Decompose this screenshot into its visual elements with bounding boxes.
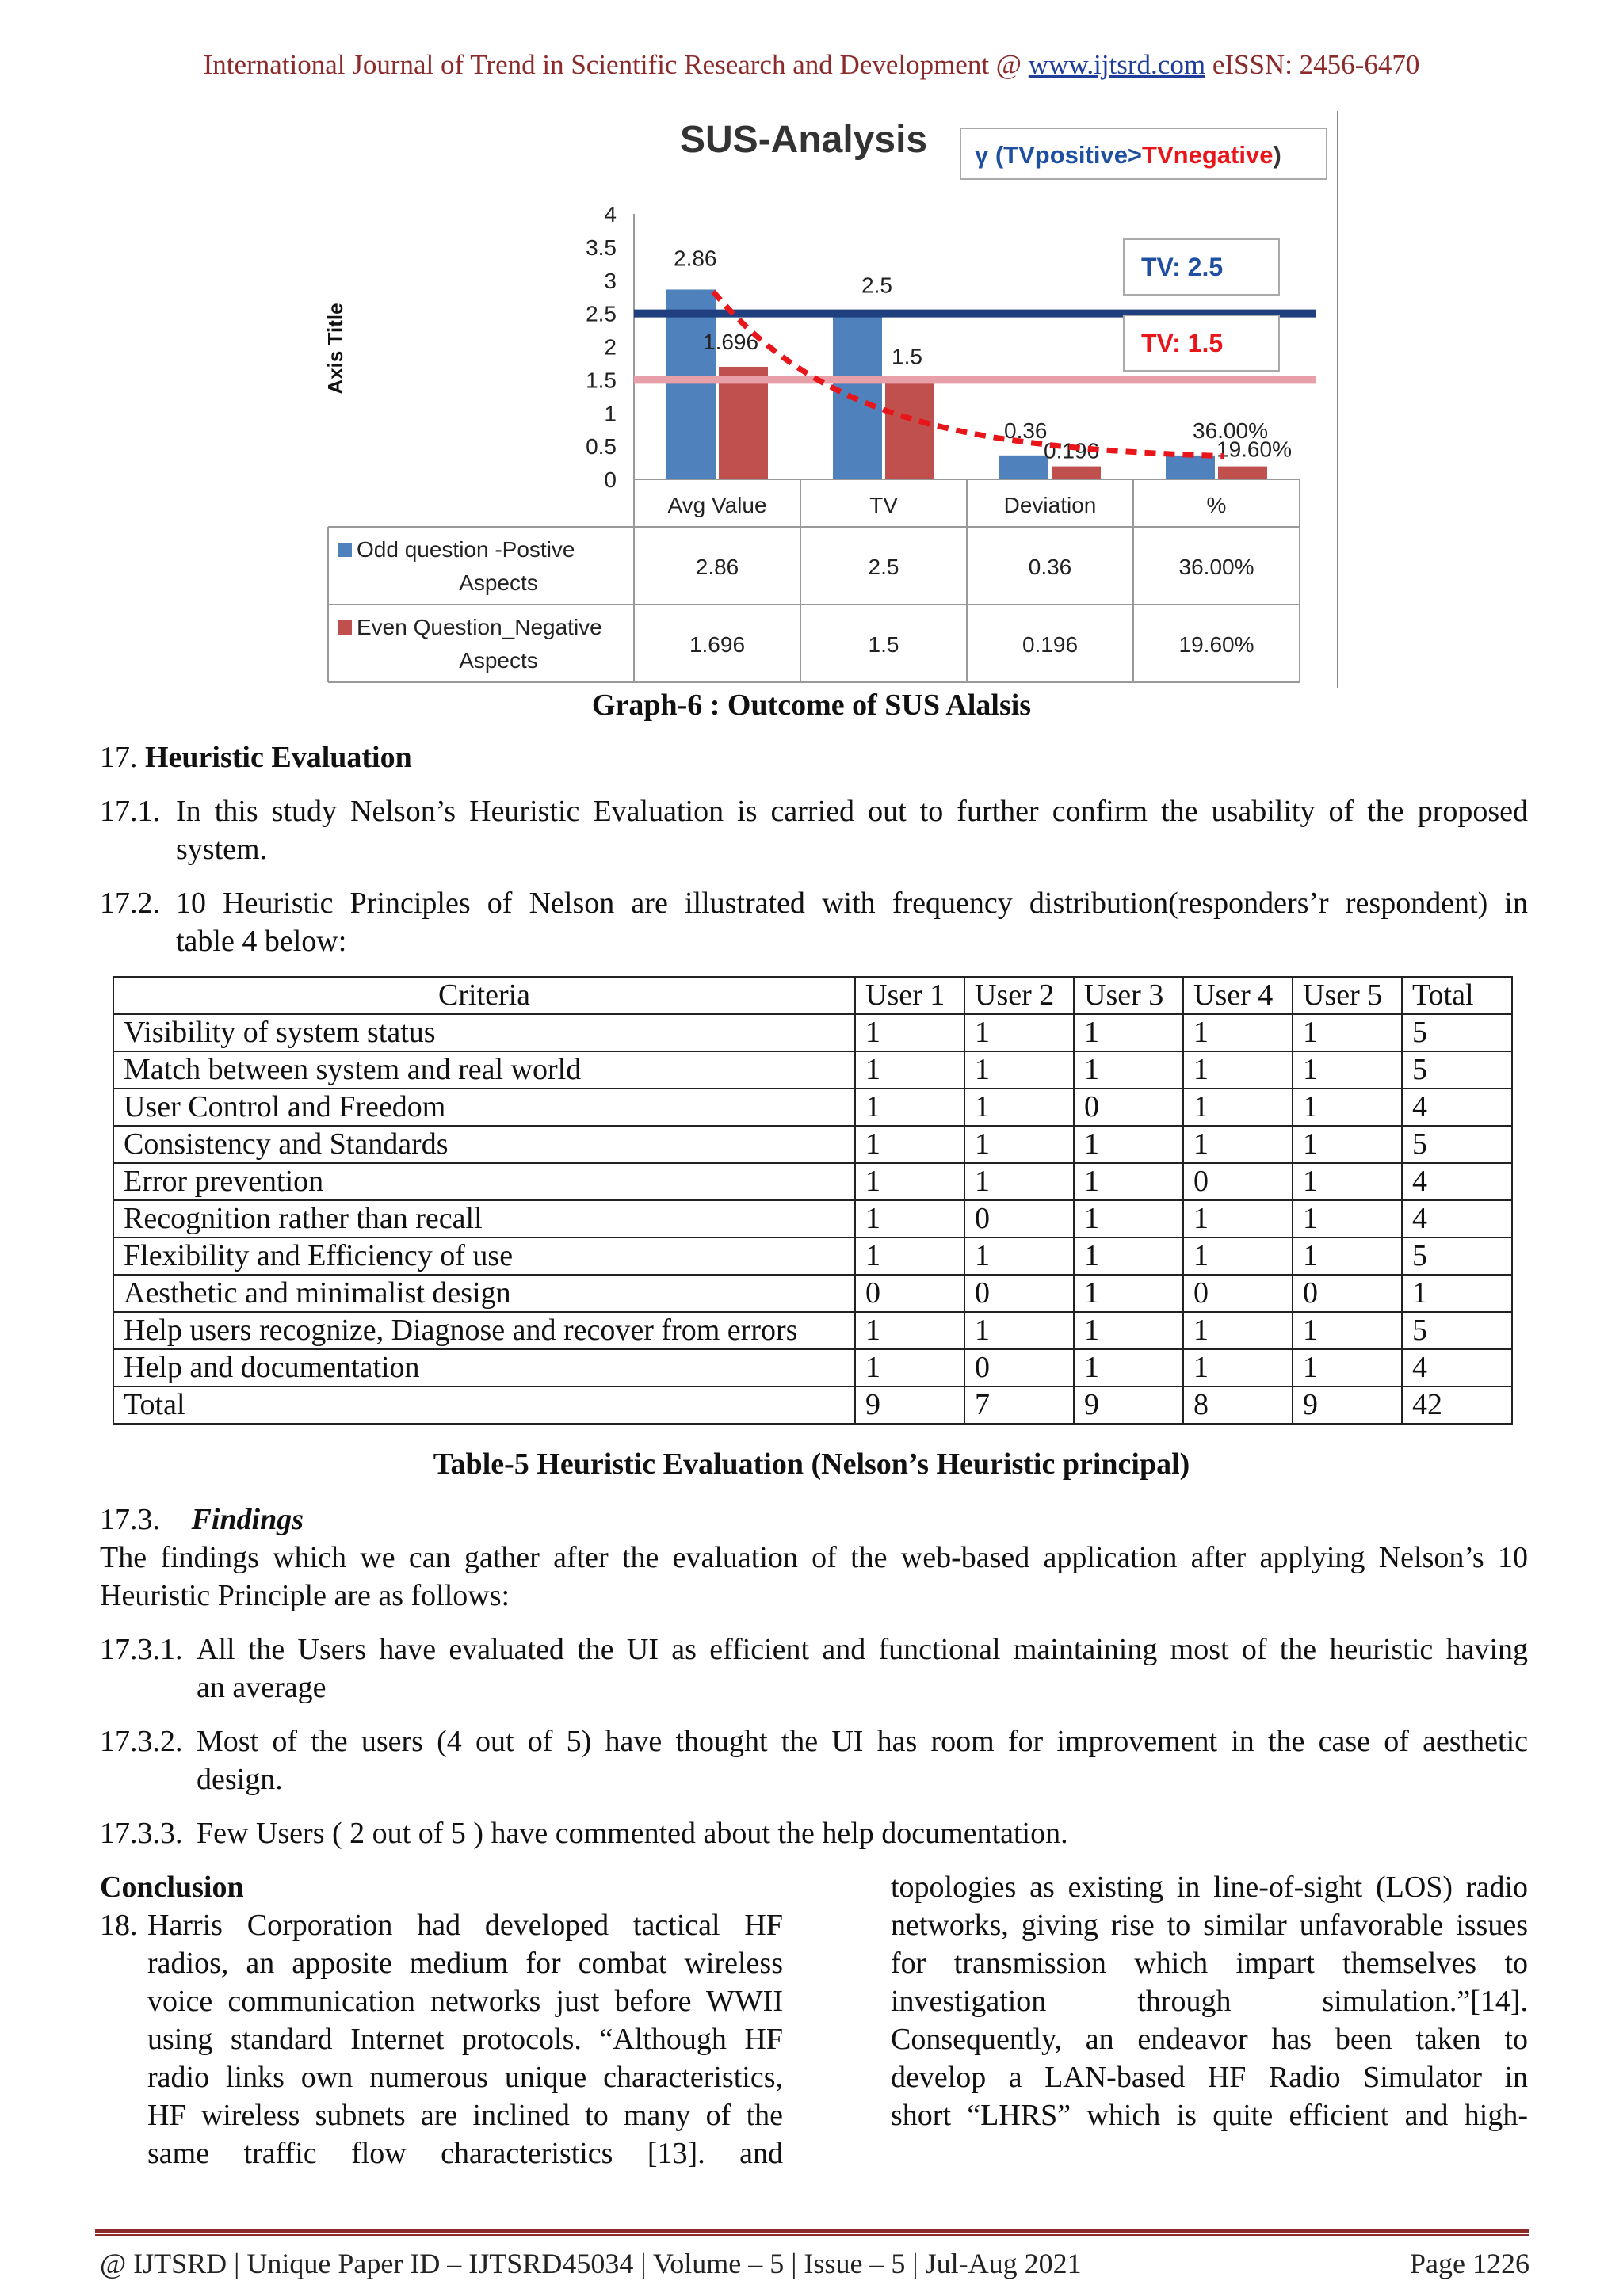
data-label: 2.5 [861, 273, 892, 298]
finding1-number: 17.3.1. [100, 1633, 183, 1666]
value-cell: 1 [855, 1051, 964, 1089]
value-cell: 1 [855, 1163, 964, 1200]
value-cell: 1 [1074, 1238, 1183, 1275]
footer-rule-thin [95, 2234, 1529, 2236]
footer-rule [95, 2229, 1529, 2233]
legend-label-line2: Aspects [459, 570, 538, 595]
p1-line1: In this study Nelson’s Heuristic Evaluation is carried out to further confirm the usability of the proposed [176, 795, 1528, 828]
category-label: Avg Value [667, 493, 767, 517]
table-header-row [113, 977, 1512, 1014]
header-criteria: Criteria [113, 977, 855, 1014]
conclusion-line: Harris Corporation had developed tactical HF [147, 1909, 783, 1942]
finding3-number: 17.3.3. [100, 1817, 183, 1850]
legend-swatch [338, 543, 352, 557]
value-cell: 1 [1293, 1238, 1402, 1275]
value-cell: 1 [1183, 1312, 1293, 1349]
y-tick-label: 4 [604, 202, 617, 227]
value-cell: 0 [964, 1349, 1074, 1386]
conclusion-line: for transmission which impart themselves to [891, 1947, 1528, 1980]
data-label: 19.60% [1216, 437, 1292, 462]
table-row [113, 1312, 1512, 1349]
conclusion-line: topologies as existing in line-of-sight (LOS) radio [891, 1871, 1528, 1904]
footer-left: @ IJTSRD | Unique Paper ID – IJTSRD45034 | Volume – 5 | Issue – 5 | Jul-Aug 2021 [100, 2248, 1082, 2279]
table-row [113, 1275, 1512, 1312]
table-value: 2.86 [695, 555, 739, 579]
y-tick-label: 3 [604, 268, 617, 293]
value-cell: 1 [1074, 1014, 1183, 1051]
header-user1: User 1 [855, 977, 964, 1014]
value-cell: 4 [1402, 1163, 1512, 1200]
table-value: 19.60% [1178, 632, 1254, 657]
category-label: Deviation [1003, 493, 1097, 517]
value-cell: 1 [964, 1312, 1074, 1349]
value-cell: 1 [1402, 1275, 1512, 1312]
bar-positive [833, 314, 882, 479]
y-tick-label: 1.5 [586, 368, 617, 393]
conclusion-line: radios, an apposite medium for combat wireless [147, 1947, 783, 1980]
conclusion-left-column [147, 1906, 783, 2172]
y-tick-label: 3.5 [586, 235, 617, 260]
heuristic-table [113, 976, 1513, 1425]
table-row [113, 1163, 1512, 1200]
chart-svg [317, 111, 1347, 697]
criteria-cell: Aesthetic and minimalist design [113, 1275, 855, 1312]
value-cell: 0 [1074, 1089, 1183, 1126]
value-cell: 0 [1183, 1163, 1293, 1200]
value-cell: 1 [1183, 1126, 1293, 1163]
legend-label-line1: Odd question -Postive [357, 537, 575, 562]
table-row [113, 1349, 1512, 1386]
value-cell: 1 [1183, 1349, 1293, 1386]
table-row [113, 1238, 1512, 1275]
value-cell: 0 [964, 1275, 1074, 1312]
criteria-cell: Help and documentation [113, 1349, 855, 1386]
value-cell: 0 [1293, 1275, 1402, 1312]
data-label: 2.86 [674, 246, 717, 271]
legend-label-line2: Aspects [459, 648, 538, 673]
value-cell: 4 [1402, 1349, 1512, 1386]
header-user4: User 4 [1183, 977, 1293, 1014]
sus-analysis-chart [317, 111, 1347, 697]
finding1-line2: an average [197, 1671, 327, 1704]
bar-positive [999, 456, 1048, 479]
header-user5: User 5 [1293, 977, 1402, 1014]
conclusion-line: short “LHRS” which is quite efficient and high- [891, 2099, 1528, 2132]
findings-title: Findings [191, 1503, 304, 1536]
header-prefix: International Journal of Trend in Scientific Research and Development @ [203, 49, 1029, 80]
table-row [113, 1089, 1512, 1126]
value-cell: 1 [855, 1126, 964, 1163]
header-user2: User 2 [964, 977, 1074, 1014]
tv-negative-label: TV: 1.5 [1141, 329, 1224, 357]
value-cell: 1 [1074, 1051, 1183, 1089]
journal-header [0, 49, 1623, 81]
data-label: 1.696 [703, 329, 759, 354]
table-value: 1.5 [868, 632, 899, 657]
value-cell: 9 [855, 1386, 964, 1424]
value-cell: 1 [855, 1014, 964, 1051]
finding2-line1: Most of the users (4 out of 5) have thought the UI has room for improvement in the case of aesthetic [197, 1725, 1528, 1758]
value-cell: 1 [1074, 1312, 1183, 1349]
value-cell: 1 [1183, 1200, 1293, 1238]
value-cell: 4 [1402, 1089, 1512, 1126]
value-cell: 1 [855, 1200, 964, 1238]
value-cell: 1 [1293, 1349, 1402, 1386]
value-cell: 1 [855, 1312, 964, 1349]
p1-line2: system. [176, 833, 268, 866]
value-cell: 7 [964, 1386, 1074, 1424]
conclusion-number: 18. [100, 1909, 138, 1942]
value-cell: 1 [964, 1089, 1074, 1126]
p1-number: 17.1. [100, 795, 160, 828]
value-cell: 4 [1402, 1200, 1512, 1238]
conclusion-line: using standard Internet protocols. “Although HF [147, 2023, 783, 2056]
findings-heading [100, 1501, 304, 1539]
chart-subtitle [975, 141, 1281, 169]
tv-positive-label: TV: 2.5 [1141, 253, 1224, 281]
value-cell: 1 [1183, 1014, 1293, 1051]
conclusion-line: radio links own numerous unique characteristics, [147, 2061, 783, 2094]
criteria-cell: Recognition rather than recall [113, 1200, 855, 1238]
value-cell: 1 [964, 1163, 1074, 1200]
table-row [113, 1051, 1512, 1089]
data-label: 36.00% [1193, 418, 1268, 443]
header-suffix: eISSN: 2456-6470 [1205, 49, 1420, 80]
table-value: 1.696 [689, 632, 746, 657]
value-cell: 1 [1293, 1014, 1402, 1051]
bar-positive [1166, 456, 1215, 479]
table-value: 2.5 [868, 555, 899, 579]
value-cell: 1 [1074, 1200, 1183, 1238]
value-cell: 9 [1074, 1386, 1183, 1424]
table-row [113, 1014, 1512, 1051]
value-cell: 1 [1183, 1051, 1293, 1089]
bar-negative [885, 379, 934, 479]
value-cell: 1 [964, 1238, 1074, 1275]
header-total: Total [1402, 977, 1512, 1014]
p2-number: 17.2. [100, 887, 160, 920]
table-value: 0.196 [1022, 632, 1079, 657]
value-cell: 1 [1183, 1089, 1293, 1126]
value-cell: 1 [1293, 1126, 1402, 1163]
y-tick-label: 2.5 [586, 301, 617, 326]
findings-intro-line2: Heuristic Principle are as follows: [100, 1579, 510, 1612]
value-cell: 1 [964, 1051, 1074, 1089]
table-body [113, 1014, 1512, 1424]
y-tick-label: 1 [604, 401, 617, 426]
criteria-cell: Error prevention [113, 1163, 855, 1200]
value-cell: 1 [1074, 1349, 1183, 1386]
journal-link[interactable]: www.ijtsrd.com [1028, 49, 1206, 80]
criteria-cell: Consistency and Standards [113, 1126, 855, 1163]
section-title: Heuristic Evaluation [145, 741, 412, 774]
value-cell: 1 [964, 1014, 1074, 1051]
value-cell: 1 [1293, 1163, 1402, 1200]
value-cell: 0 [1183, 1275, 1293, 1312]
criteria-cell: Flexibility and Efficiency of use [113, 1238, 855, 1275]
value-cell: 0 [964, 1200, 1074, 1238]
value-cell: 5 [1402, 1051, 1512, 1089]
section-number: 17. [100, 741, 138, 774]
category-label: % [1206, 493, 1227, 517]
p2-line1: 10 Heuristic Principles of Nelson are illustrated with frequency distribution(responders’r respondent) in [176, 887, 1528, 920]
criteria-cell: User Control and Freedom [113, 1089, 855, 1126]
value-cell: 5 [1402, 1126, 1512, 1163]
subtitle-negative: TVnegative [1142, 141, 1274, 169]
criteria-cell: Visibility of system status [113, 1014, 855, 1051]
value-cell: 1 [1293, 1051, 1402, 1089]
conclusion-line: Consequently, an endeavor has been taken to [891, 2023, 1528, 2056]
criteria-cell: Match between system and real world [113, 1051, 855, 1089]
category-label: TV [869, 493, 898, 517]
data-label: 1.5 [892, 344, 922, 369]
value-cell: 5 [1402, 1238, 1512, 1275]
table-value: 0.36 [1028, 555, 1072, 579]
p2-line2: table 4 below: [176, 925, 347, 958]
table-row [113, 1200, 1512, 1238]
bar-positive [666, 289, 716, 479]
subtitle-close: ) [1273, 141, 1281, 169]
section-heading [100, 738, 412, 776]
findings-intro-line1: The findings which we can gather after the evaluation of the web-based application after applying Nelson’s 10 [100, 1541, 1528, 1574]
value-cell: 1 [855, 1238, 964, 1275]
table-caption: Table-5 Heuristic Evaluation (Nelson’s Heuristic principal) [433, 1447, 1190, 1481]
value-cell: 1 [855, 1349, 964, 1386]
legend-swatch [338, 620, 352, 635]
value-cell: 1 [1293, 1312, 1402, 1349]
legend-label-line1: Even Question_Negative [357, 615, 602, 639]
value-cell: 1 [1074, 1275, 1183, 1312]
y-tick-label: 2 [604, 334, 617, 360]
value-cell: 5 [1402, 1312, 1512, 1349]
conclusion-line: investigation through simulation.”[14]. [891, 1985, 1528, 2018]
header-user3: User 3 [1074, 977, 1183, 1014]
conclusion-right-column [891, 1868, 1528, 2134]
value-cell: 1 [855, 1089, 964, 1126]
value-cell: 1 [1293, 1089, 1402, 1126]
value-cell: 1 [1074, 1163, 1183, 1200]
conclusion-line: networks, giving rise to similar unfavorable issues [891, 1909, 1528, 1942]
findings-number: 17.3. [100, 1503, 160, 1536]
page-number: Page 1226 [1410, 2248, 1529, 2279]
value-cell: 1 [1183, 1238, 1293, 1275]
value-cell: 0 [855, 1275, 964, 1312]
conclusion-line: voice communication networks just before WWII [147, 1985, 783, 2018]
value-cell: 1 [1074, 1126, 1183, 1163]
y-tick-label: 0.5 [586, 434, 617, 460]
y-axis-label: Axis Title [323, 303, 347, 395]
value-cell: 8 [1183, 1386, 1293, 1424]
table-row [113, 1386, 1512, 1424]
value-cell: 1 [964, 1126, 1074, 1163]
value-cell: 9 [1293, 1386, 1402, 1424]
value-cell: 1 [1293, 1200, 1402, 1238]
finding3-line1: Few Users ( 2 out of 5 ) have commented about the help documentation. [197, 1817, 1068, 1850]
criteria-cell: Help users recognize, Diagnose and recover from errors [113, 1312, 855, 1349]
finding2-line2: design. [197, 1763, 283, 1796]
table-row [113, 1126, 1512, 1163]
chart-title: SUS-Analysis [680, 119, 928, 161]
y-tick-label: 0 [604, 467, 617, 492]
conclusion-line: same traffic flow characteristics [13]. and [147, 2137, 783, 2170]
bar-negative [1052, 467, 1101, 479]
graph-caption: Graph-6 : Outcome of SUS Alalsis [591, 688, 1032, 722]
value-cell: 42 [1402, 1386, 1512, 1424]
value-cell: 5 [1402, 1014, 1512, 1051]
criteria-cell: Total [113, 1386, 855, 1424]
conclusion-line: develop a LAN-based HF Radio Simulator in [891, 2061, 1528, 2094]
subtitle-positive: γ (TVpositive> [975, 141, 1143, 169]
data-label: 0.36 [1004, 418, 1048, 443]
data-label: 0.196 [1044, 438, 1100, 463]
conclusion-line: HF wireless subnets are inclined to many of the [147, 2099, 783, 2132]
conclusion-title: Conclusion [100, 1871, 244, 1904]
table-value: 36.00% [1178, 555, 1254, 579]
finding2-number: 17.3.2. [100, 1725, 183, 1758]
bar-negative [1218, 467, 1267, 479]
finding1-line1: All the Users have evaluated the UI as efficient and functional maintaining most of the heuristic having [197, 1633, 1528, 1666]
